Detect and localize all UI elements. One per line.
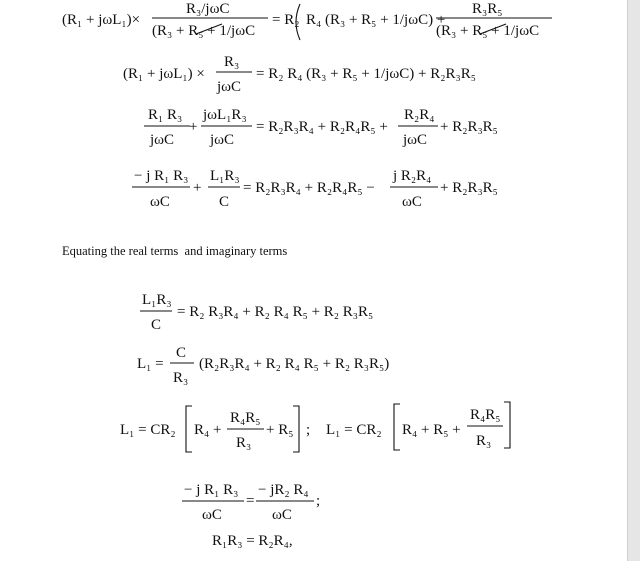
- eq3-f1-num: R₁ R₃: [148, 107, 183, 123]
- eq8-sep: ;: [316, 493, 321, 509]
- eq7-lhs2: L₁ = CR₂: [326, 422, 382, 438]
- equating-caption: Equating the real terms and imaginary terms: [62, 244, 288, 258]
- eq4-mid: = R₂R₃R₄ + R₂R₄R₅ −: [243, 180, 375, 196]
- equation-8: [182, 482, 320, 523]
- eq4-f3-num: j R₂R₄: [393, 168, 432, 184]
- eq7-f1-den: R₃: [236, 435, 252, 451]
- eq4-f2-num: L₁R₃: [210, 168, 240, 184]
- eq4-tail: + R₂R₃R₅: [440, 180, 498, 196]
- eq7-left-bracket-1: [186, 406, 192, 452]
- eq4-f1-den: ωC: [150, 194, 170, 210]
- eq3-f3-den: jωC: [403, 132, 428, 148]
- eq7-in1-tail: + R₅: [266, 422, 294, 438]
- eq2-rhs: = R₂ R₄ (R₃ + R₅ + 1/jωC) + R₂R₃R₅: [256, 66, 476, 82]
- eq4-f3-den: ωC: [402, 194, 422, 210]
- equation-4: [132, 168, 498, 210]
- eq5-rhs: = R₂ R₃R₄ + R₂ R₄ R₅ + R₂ R₃R₅: [177, 304, 374, 320]
- eq4-f1-num: − j R₁ R₃: [134, 168, 189, 184]
- eq7-in1: R₄ +: [194, 422, 222, 438]
- eq3-tail: + R₂R₃R₅: [440, 119, 498, 135]
- equation-9: [212, 533, 293, 549]
- eq6-lhs: L₁ =: [137, 356, 164, 372]
- equation-3: [144, 107, 498, 148]
- eq7-right-bracket-1: [293, 406, 299, 452]
- eq4-f2-den: C: [219, 194, 230, 210]
- eq1-bracket-content: R₄ (R₃ + R₅ + 1/jωC) +: [306, 12, 446, 28]
- eq8-f2-num: − jR₂ R₄: [258, 482, 309, 498]
- eq3-f1-den: jωC: [150, 132, 175, 148]
- eq2-frac-num: R₃: [224, 54, 240, 70]
- vertical-scrollbar[interactable]: [627, 0, 640, 561]
- equation-1: [62, 1, 552, 40]
- eq2-lhs-prefix: (R₁ + jωL₁) ×: [123, 66, 205, 82]
- equation-2: [123, 54, 476, 95]
- eq8-f2-den: ωC: [272, 507, 292, 523]
- eq1-frac1-den: (R₃ + R₅ + 1/jωC: [152, 23, 256, 39]
- eq8-f1-den: ωC: [202, 507, 222, 523]
- eq6-f-den: R₃: [173, 370, 189, 386]
- eq7-sep: ;: [306, 422, 311, 438]
- eq2-frac-den: jωC: [217, 79, 242, 95]
- eq7-in2: R₄ + R₅ +: [402, 422, 461, 438]
- eq5-f-num: L₁R₃: [142, 292, 172, 308]
- eq8-f1-num: − j R₁ R₃: [184, 482, 239, 498]
- eq1-frac2-den: (R₃ + R₅ + 1/jωC: [436, 23, 540, 39]
- eq3-mid: = R₂R₃R₄ + R₂R₄R₅ +: [256, 119, 388, 135]
- eq8-eq: =: [246, 493, 255, 509]
- eq4-plus1: +: [193, 180, 202, 196]
- eq6-rhs: (R₂R₃R₄ + R₂ R₄ R₅ + R₂ R₃R₅): [199, 356, 390, 372]
- eq7-lhs: L₁ = CR₂: [120, 422, 176, 438]
- eq7-f1-num: R₄R₅: [230, 410, 261, 426]
- eq7-left-bracket-2: [394, 404, 400, 450]
- equation-6: [137, 345, 389, 386]
- equation-7: [120, 402, 510, 452]
- eq3-plus1: +: [189, 119, 198, 135]
- eq3-f3-num: R₂R₄: [404, 107, 435, 123]
- eq3-f2-num: jωL₁R₃: [203, 107, 247, 123]
- eq6-f-num: C: [176, 345, 187, 361]
- eq5-f-den: C: [151, 317, 162, 333]
- eq7-right-bracket-2: [504, 402, 510, 448]
- eq1-eq-r2: = R₂: [272, 12, 300, 28]
- eq3-f2-den: jωC: [210, 132, 235, 148]
- eq1-frac1-num: R₃/jωC: [186, 1, 230, 17]
- eq1-lhs-prefix: (R₁ + jωL₁)×: [62, 12, 141, 28]
- eq7-f2-den: R₃: [476, 433, 492, 449]
- equation-5: [140, 292, 373, 333]
- eq9-text: R₁R₃ = R₂R₄,: [212, 533, 293, 549]
- eq1-frac2-num: R₃R₅: [472, 1, 503, 17]
- eq7-f2-num: R₄R₅: [470, 407, 501, 423]
